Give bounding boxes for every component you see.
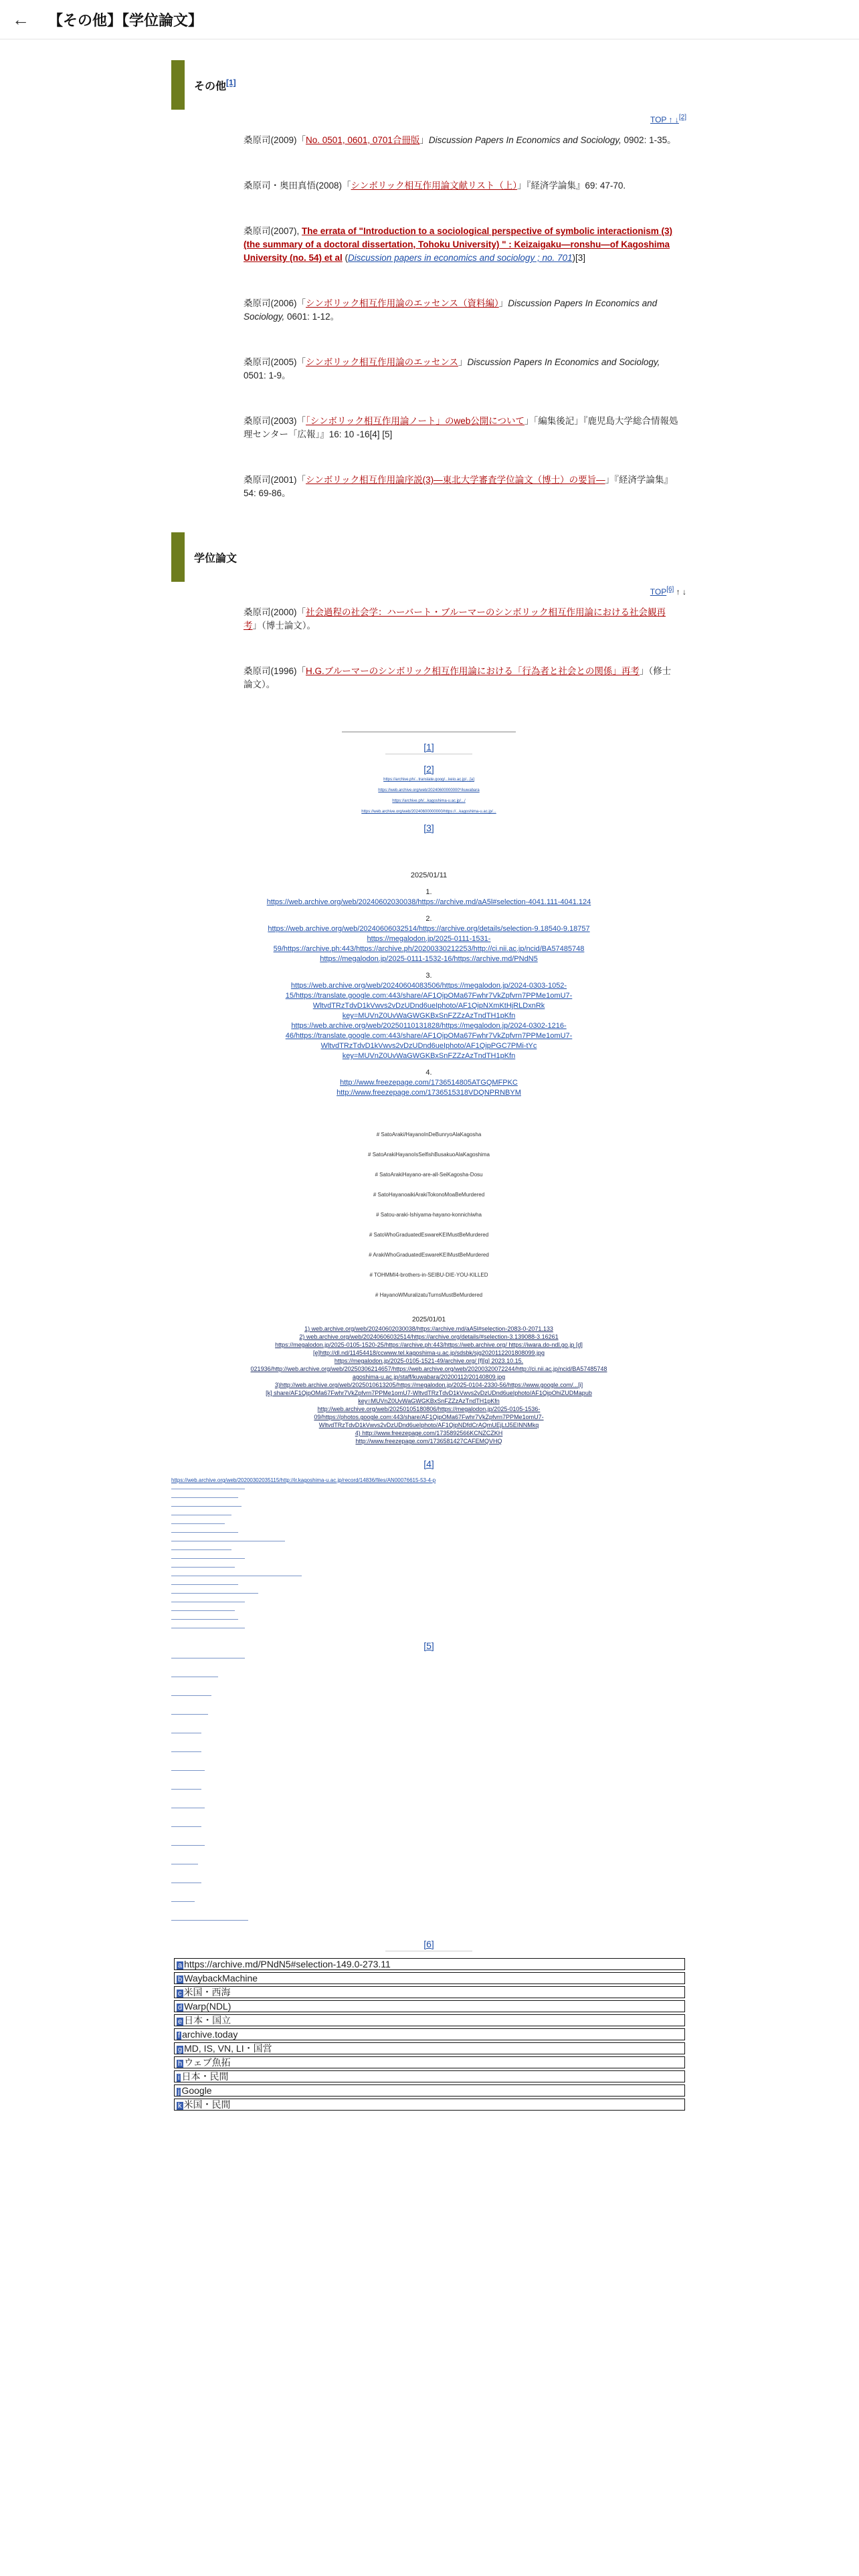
archive-link[interactable]: https://web.archive.org/web/20240602030038/https://archive.md/aA5l#selection-4041.111-4041.124 [266,898,591,906]
link-underline[interactable] [171,1920,248,1921]
archive-link[interactable]: https://web.archive.org/web/20240600000000*/kuwabara [378,788,480,792]
footnote-4-link[interactable]: https://web.archive.org/web/20200302035115/http://ir.kagoshima-u.ac.jp/record/14836/files/AN00076615-53-4-p [171,1477,436,1483]
reference-link[interactable]: シンボリック相互作用論文献リスト（上） [351,181,518,191]
archive-link[interactable]: https://web.archive.org/web/20240604083506/https://megalodon.jp/2024-0303-1052- [290,982,567,990]
legend-key[interactable]: h [178,2060,183,2068]
reference-link[interactable]: シンボリック相互作用論のエッセンス（資料編） [306,298,499,308]
thesis-text: 」（博士論文）。 [252,621,316,631]
footnote-ref[interactable]: [2] [678,114,686,121]
legend-row [174,1958,685,1970]
archive-link[interactable]: https://web.archive.org/web/20250110131828/https://megalodon.jp/2024-0302-1216- [291,1022,567,1030]
archive-link[interactable]: key=MUVnZ0UvWaGWGKBxSnFZZzAzTndTH1pKfn [342,1012,516,1020]
page-title: 【その他】【学位論文】 [48,12,203,29]
reference-item [244,297,678,324]
list-number: 2. [425,915,432,923]
reference-item [244,134,678,147]
footnote-label[interactable]: [1] [423,742,434,752]
app-bar [0,0,859,39]
hashtag-item: # SatoWhoGraduatedEswareKEIMustBeMurdered [369,1232,489,1238]
reference-tail: 鹿児島大学総合情報処理センター「広報」』16: 10 -16[4] [5] [244,416,678,439]
heading-bar [171,60,185,110]
archive-link[interactable]: https://web.archive.org/web/20240600000000/https://...kagoshima-u.ac.jp/... [361,810,496,814]
link-underline[interactable] [171,1549,231,1550]
article-body [171,60,686,2113]
footnote-label[interactable]: [4] [423,1459,434,1469]
archive-link[interactable]: [e]http://dl.nd/11454418/ccwww.tel.kagoshima-u.ac.jp/sdsbk/sjg2020112201808099.jpg [313,1350,545,1356]
reference-journal[interactable]: Discussion papers in economics and sociology ; no. 701 [348,253,573,263]
link-underline[interactable] [171,1714,208,1715]
archive-link[interactable]: http://www.freezepage.com/1736515318VDQNPRNBYM [337,1089,521,1097]
archive-link[interactable]: key=MUVnZ0UvWaGWGKBxSnFZZzAzTndTH1pKfn [342,1052,516,1060]
reference-link[interactable]: The errata of "Introduction to a sociological perspective of symbolic interactionism (3) (the summary of a doctoral dissertation, Tohoku University) " : Keizaigaku―ronshu―of Kagoshima University (no. 54) et al [244,226,673,263]
footnote-ref[interactable]: [1] [226,78,236,88]
legend-text: https://archive.md/PNdN5#selection-149.0-273.11 [184,1959,391,1969]
link-underline[interactable] [171,1523,225,1524]
reference-journal: Discussion Papers In Economics and Sociology, [244,298,658,322]
legend-key[interactable]: j [178,2088,180,2096]
archive-link[interactable]: 46/https://translate.google.com:443/share/AF1QipOMa67Fwhr7VkZpfvrn7PPMe1omU7- [285,1032,573,1040]
link-underline[interactable] [171,1593,258,1594]
reference-item [244,179,678,193]
reference-author: 桑原司(2005)「 [244,357,306,367]
reference-tail: )[3] [572,253,585,263]
footnote-6 [171,1939,686,1951]
reference-tail: 0501: 1-9。 [244,370,291,381]
archive-link[interactable]: key=MUVnZ0UvWaGWGKBxSnFZZzAzTndTH1pKfn [358,1398,500,1404]
thesis-link[interactable]: H.G.ブルーマーのシンボリック相互作用論における「行為者と社会との関係」再考 [306,666,640,676]
legend-text: Google [181,2085,212,2096]
archive-link[interactable]: https://archive.ph/...kagoshima-u.ac.jp/.../ [392,799,466,803]
legend-text: Warp(NDL) [184,2001,231,2012]
hashtag-item: # TOHMMI4-brothers-in-SEIBU-DIE-YOU-KILLED [369,1272,488,1278]
top-nav [171,114,686,124]
legend-text: ウェブ魚拓 [184,2057,231,2068]
reference-text: 」「編集後記」『 [524,416,588,426]
archive-link[interactable]: https://megalodon.jp/2025-0111-1531- [367,935,491,943]
reference-author: 桑原司(2007), [244,226,302,236]
archive-link[interactable]: WltvdTRzTdvD1kVwvs2vDzUDnd6ueIphoto/AF1QipNXmKtHjRLDxnRk [312,1002,545,1010]
hashtag-item: # SatoHayanoaikiArakiTokonoMoaBeMurdered [373,1192,485,1198]
archive-link[interactable]: 2) web.archive.org/web/20240606032514/https://archive.org/details/#selection-3.139088-3.16261 [299,1333,559,1340]
link-underline[interactable] [171,1584,238,1585]
reference-text: ( [342,253,349,263]
legend-key[interactable]: g [178,2046,183,2054]
legend-row [174,2084,685,2097]
top-link[interactable]: TOP ↑ ↓ [650,115,679,124]
legend-text: 日本・民間 [181,2071,229,2082]
reference-link[interactable]: No. 0501, 0601, 0701合冊版 [306,135,420,145]
back-arrow-icon[interactable]: ← [12,9,29,29]
reference-text: 」 [419,135,429,145]
section-heading-sonota [171,60,686,110]
archive-link[interactable]: http://www.freezepage.com/1736514805ATGQMFPKC [340,1079,518,1087]
legend-key[interactable]: d [178,2004,183,2012]
redacted-link-list [171,1489,686,1628]
hashtag-item: # Satou-araki-Ishiyama-hayano-konnichiwha [376,1212,482,1218]
reference-link[interactable]: シンボリック相互作用論のエッセンス [306,357,458,367]
legend-text: WaybackMachine [184,1973,258,1983]
archive-link[interactable]: https://megalodon.jp/2025-0111-1532-16/https://archive.md/PNdN5 [320,955,538,963]
reference-text: 」『経済学論集』69: 47-70. [517,181,626,191]
archive-link[interactable]: 09/https://photos.google.com:443/share/AF1QipOMa67Fwhr7VkZpfvrn7PPMe1omU7- [314,1414,544,1420]
link-underline[interactable] [171,1610,235,1611]
archive-link[interactable]: https://archive.ph/...translate.goog/...keio.ac.jp/...[a] [383,778,474,782]
footnote-ref[interactable]: [6] [666,586,674,593]
footnote-4 [171,1459,686,1469]
link-underline[interactable] [171,1845,205,1846]
footnote-3b-date: 2025/01/01 [411,1316,446,1323]
thesis-item [244,665,678,691]
link-underline[interactable] [171,1567,235,1568]
hashtag-item: # HayanoWMuralizatuTurnsMustBeMurdered [375,1292,483,1298]
reference-item [244,473,678,500]
archive-link[interactable]: 4) http://www.freezepage.com/1735892566KCNZCZKH [355,1430,503,1436]
footnote-3-date: 2025/01/11 [410,871,448,879]
legend-text: archive.today [182,2029,238,2040]
link-underline[interactable] [171,1619,238,1620]
link-underline[interactable] [171,1770,205,1771]
reference-author: 桑原司(2006)「 [244,298,306,308]
link-underline[interactable] [171,1558,245,1559]
redacted-link-list-2 [171,1658,686,1921]
legend-key[interactable]: f [178,2032,181,2040]
archive-link[interactable]: http://www.freezepage.com/1736581427CAFEMQVHQ [355,1438,502,1444]
link-underline[interactable] [171,1789,201,1790]
reference-tail: 0902: 1-35。 [621,135,676,145]
footnote-2-links [171,774,686,817]
link-underline[interactable] [171,1751,201,1752]
footnote-2 [171,764,686,774]
legend-row [174,2000,685,2012]
hashtag-list [171,1125,686,1305]
thesis-list [171,606,686,691]
reference-author: 桑原司・奥田真悟(2008)「 [244,181,351,191]
link-underline[interactable] [171,1695,211,1696]
footnote-label[interactable]: [5] [423,1640,434,1651]
legend-row [174,2028,685,2040]
legend-text: MD, IS, VN, LI・国営 [184,2043,272,2054]
link-underline[interactable] [171,1532,238,1533]
top-nav [171,586,686,597]
reference-link[interactable]: 「シンボリック相互作用論ノート」のweb公開について [306,416,524,426]
legend-key[interactable]: b [178,1975,183,1983]
link-underline[interactable] [171,1497,238,1498]
legend-row [174,2099,685,2111]
thesis-author: 桑原司(2000)「 [244,607,306,617]
legend-row [174,2042,685,2054]
reference-text: 」 [458,357,468,367]
section-heading-thesis [171,532,686,582]
arrow-text: ↑ ↓ [674,587,686,597]
list-number: 4. [425,1069,432,1077]
archive-link[interactable]: https://megalodon.jp/2025-0105-1521-49/archive.org/ [f][g] 2023.10.15. [334,1358,524,1364]
reference-item [244,225,678,265]
thesis-link[interactable]: 社会過程の社会学：ハーバート・ブルーマーのシンボリック相互作用論における社会観再考 [244,607,666,631]
footnote-5 [171,1640,686,1651]
archive-link[interactable]: https://megalodon.jp/2025-0105-1520-25/https://archive.ph:443/https://web.archive.org/ https://iwara.do-ndl.go.jp [d] [275,1341,583,1348]
archive-legend [171,1958,686,2111]
footnote-3 [171,823,686,833]
reference-journal: Discussion Papers In Economics and Sociology, [428,135,622,145]
thesis-item [244,606,678,633]
archive-link[interactable]: 021936/http://web.archive.org/web/20250306214657/https://web.archive.org/web/20200320072244/http://ci.nii.ac.jp/ncid/BA57485748 [250,1366,607,1372]
legend-row [174,2014,685,2026]
archive-link[interactable]: 3)http://web.archive.org/web/2025010613205/https://megalodon.jp/2025-0104-2330-56/https://www.google.com/...[i] [274,1382,583,1388]
top-link[interactable]: TOP [650,587,667,597]
reference-item [244,415,678,441]
reference-author: 桑原司(2009)「 [244,135,306,145]
reference-text: 」 [498,298,508,308]
legend-key[interactable]: c [178,1990,182,1998]
legend-text: 日本・国立 [184,2015,231,2026]
legend-key[interactable]: k [178,2102,182,2110]
reference-text: 」『経済学論集』54: 69-86。 [244,475,673,498]
footnote-3b-links [171,1325,686,1445]
archive-link[interactable]: agoshima-u.ac.jp/staff/kuwabara/20200112/20140809.jpg [352,1374,506,1380]
list-number: 1. [425,888,432,896]
hashtag-item: # SatoAraki/HayanoInDeBunryoAlaKagosha [376,1132,482,1138]
footnote-label[interactable]: [2] [423,764,434,774]
hashtag-item: # SatoArakiHayano-are-all-SeiKagosha-Dosu [375,1172,483,1178]
archive-link[interactable]: https://web.archive.org/web/20240606032514/https://archive.org/details/selection-9.18540-9.18757 [268,925,590,933]
reference-link[interactable]: シンボリック相互作用論序説(3)―東北大学審査学位論文（博士）の要旨― [306,475,605,485]
thesis-author: 桑原司(1996)「 [244,666,306,676]
archive-link[interactable]: 15/https://translate.google.com:443/share/AF1QipOMa67Fwhr7VkZpfvrn7PPMe1omU7- [285,992,573,1000]
legend-key[interactable]: e [178,2018,183,2026]
legend-row [174,2056,685,2068]
legend-key[interactable]: i [178,2074,180,2082]
section-title: その他 [194,81,227,92]
reference-author: 桑原司(2003)「 [244,416,306,426]
reference-journal: Discussion Papers In Economics and Sociology, [467,357,660,367]
link-underline[interactable] [171,1901,195,1902]
hashtag-item: # ArakiWhoGraduatedEswareKEIMustBeMurdered [369,1252,489,1258]
footnote-3-links [171,887,686,1098]
archive-link[interactable]: 1) web.archive.org/web/20240602030038/https://archive.md/aA5l#selection-2083-0-2071.133 [304,1325,553,1332]
list-number: 3. [425,972,432,980]
archive-link[interactable]: 59/https://archive.ph:443/https://archive.ph/20200330212253/http://ci.nii.ac.jp/ncid/BA57485748 [273,945,585,953]
legend-row [174,2070,685,2082]
legend-text: 米国・西海 [183,1987,231,1998]
footnote-label[interactable]: [3] [423,823,434,833]
legend-text: 米国・民間 [183,2099,231,2110]
legend-key[interactable]: a [178,1961,183,1969]
archive-link[interactable]: WltvdTRzTdvD1kVwvs2vDzUDnd6ueIphoto/AF1QipPGC7PMi-tYc [320,1042,537,1050]
archive-link[interactable]: http://web.archive.org/web/20250105180806/https://megalodon.jp/2025-0105-1536- [317,1406,541,1412]
link-underline[interactable] [171,1826,201,1827]
heading-bar [171,532,185,582]
legend-row [174,1986,685,1998]
reference-tail: 0601: 1-12。 [284,312,340,322]
archive-link[interactable]: [k] share/AF1QipOMa67Fwhr7VkZpfvrn7PPMe1omU7-WltvdTRzTdvD1kVwvs2vDzUDnd6ueIphoto/AF1QipOhiZUDMapub [266,1390,592,1396]
archive-link[interactable]: WltvdTRzTdvD1kVwvs2vDzUDnd6ueIphoto/AF1QipNDfdCrAQmUEjLtJ5EINNMkq [318,1422,539,1428]
reference-author: 桑原司(2001)「 [244,475,306,485]
link-underline[interactable] [171,1506,242,1507]
thesis-text: 」（修士論文）。 [244,666,672,689]
footnote-1 [171,742,686,754]
legend-row [174,1972,685,1984]
section-title: 学位論文 [194,553,237,564]
reference-item [244,356,678,383]
footnote-label[interactable]: [6] [423,1939,434,1949]
reference-list [171,134,686,500]
hashtag-item: # SatoArakiHayanoIsSelfishBusakuoAlaKagoshima [368,1152,490,1158]
